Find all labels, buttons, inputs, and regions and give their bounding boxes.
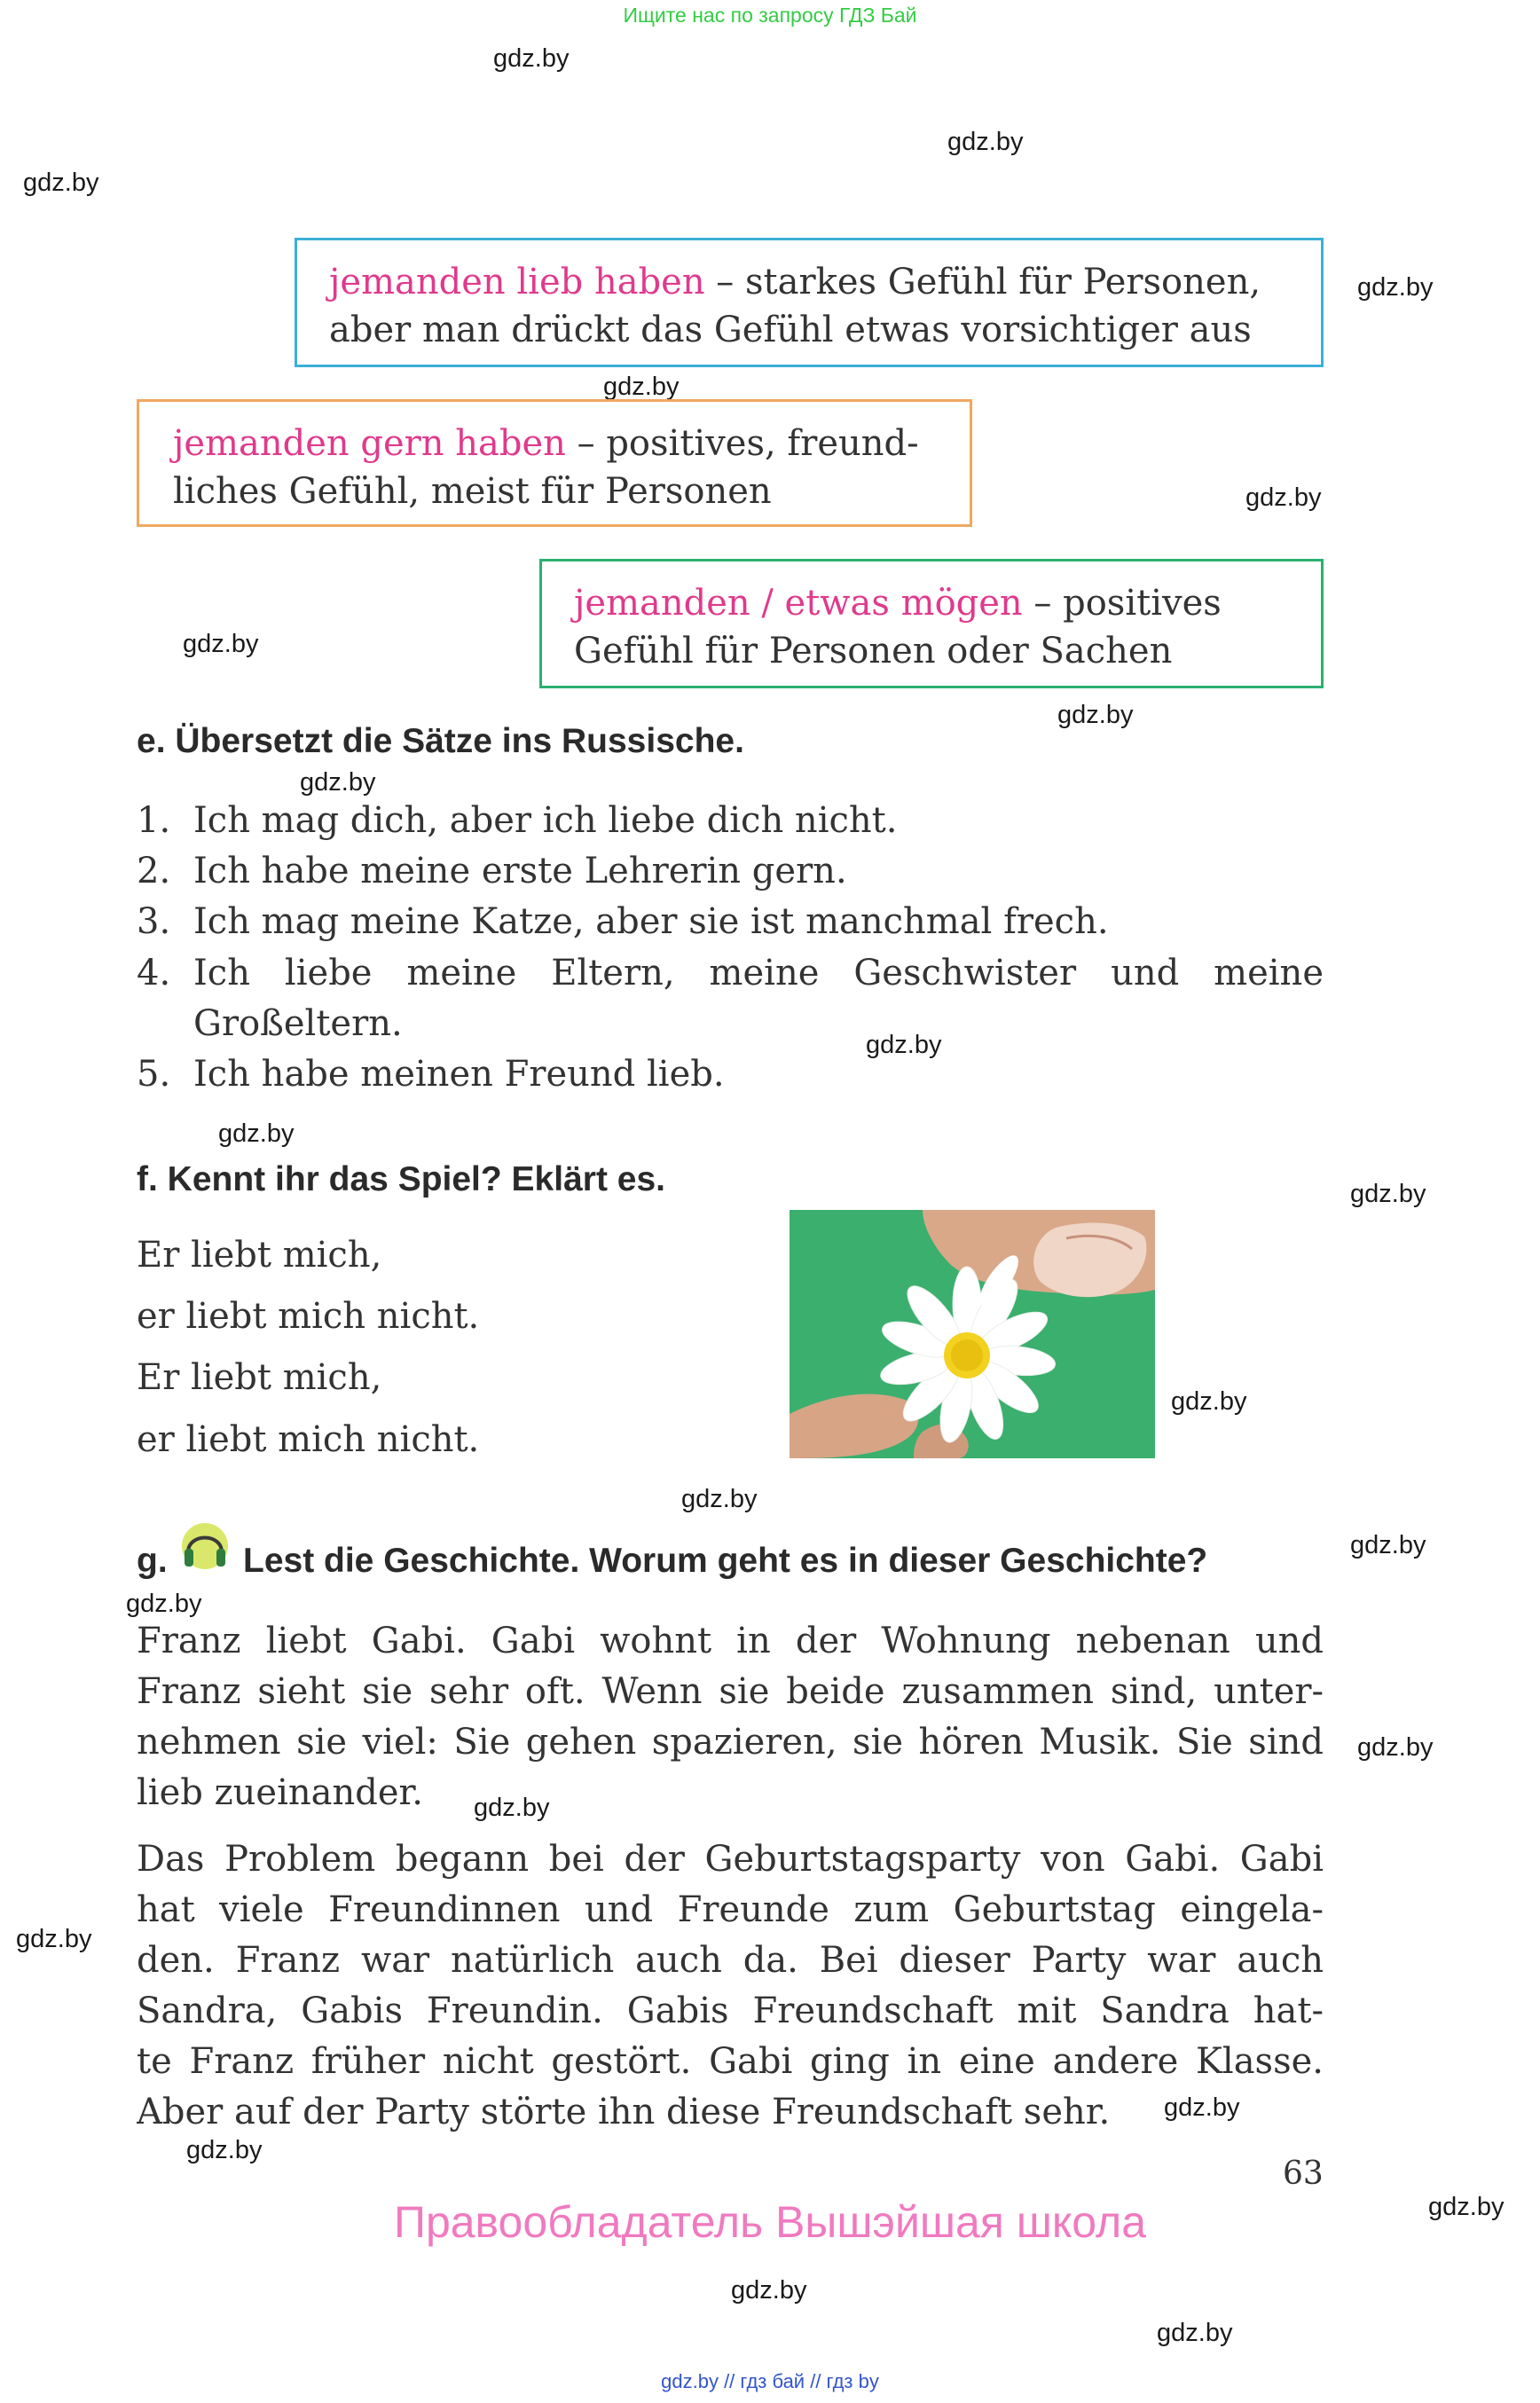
story-line: lieb zueinander. xyxy=(137,1772,423,1813)
watermark: gdz.by xyxy=(603,373,680,401)
watermark: gdz.by xyxy=(16,1925,92,1953)
list-item-number: 2. xyxy=(137,851,171,891)
story-line: nehmen sie viel: Sie gehen spazieren, sie hören Musik. Sie sind xyxy=(137,1722,1324,1763)
definition-text: aber man drückt das Gefühl etwas vorsichtiger aus xyxy=(329,310,1252,350)
watermark: gdz.by xyxy=(1171,1387,1247,1416)
list-item-number: 3. xyxy=(137,901,171,942)
story-line: Das Problem begann bei der Geburtstagsparty von Gabi. Gabi xyxy=(137,1839,1324,1880)
watermark: gdz.by xyxy=(681,1485,758,1513)
watermark: gdz.by xyxy=(731,2276,807,2305)
task-f-title: f. Kennt ihr das Spiel? Eklärt es. xyxy=(137,1160,665,1198)
definition-box-moegen xyxy=(539,559,1324,688)
watermark: gdz.by xyxy=(1350,1531,1426,1559)
list-item: Ich habe meinen Freund lieb. xyxy=(193,1054,725,1095)
page-number: 63 xyxy=(1283,2156,1324,2192)
list-item-number: 5. xyxy=(137,1054,171,1095)
poem-line: Er liebt mich, xyxy=(137,1235,382,1276)
list-item-number: 4. xyxy=(137,953,171,993)
definition-term: jemanden lieb haben xyxy=(329,262,705,302)
story-line: Sandra, Gabis Freundin. Gabis Freundschaft mit Sandra hat- xyxy=(137,1991,1324,2031)
watermark: gdz.by xyxy=(866,1031,942,1059)
list-item: Ich liebe meine Eltern, meine Geschwister und meine xyxy=(193,953,1324,993)
watermark: gdz.by xyxy=(1357,273,1434,302)
search-hint: Ищите нас по запросу ГДЗ Бай xyxy=(623,4,917,27)
watermark: gdz.by xyxy=(1428,2193,1505,2221)
watermark: gdz.by xyxy=(300,768,376,797)
definition-text: – positives, freund- xyxy=(565,423,919,464)
list-item: Ich habe meine erste Lehrerin gern. xyxy=(193,851,847,891)
list-item-continuation: Großeltern. xyxy=(193,1003,403,1044)
definition-term: jemanden / etwas mögen xyxy=(574,583,1023,624)
story-line: Franz sieht sie sehr oft. Wenn sie beide zusammen sind, unter- xyxy=(137,1671,1324,1712)
task-e-title: e. Übersetzt die Sätze ins Russische. xyxy=(137,722,744,760)
definition-text: – starkes Gefühl für Personen, xyxy=(704,262,1261,302)
watermark: gdz.by xyxy=(186,2136,263,2164)
watermark: gdz.by xyxy=(23,169,99,197)
watermark: gdz.by xyxy=(474,1794,550,1822)
poem-line: er liebt mich nicht. xyxy=(137,1419,480,1460)
daisy-illustration xyxy=(790,1210,1155,1458)
headphones-icon xyxy=(181,1522,229,1574)
watermark: gdz.by xyxy=(183,630,259,658)
copyright-owner: Правообладатель Вышэйшая школа xyxy=(394,2197,1146,2247)
story-line: den. Franz war natürlich auch da. Bei dieser Party war auch xyxy=(137,1940,1324,1981)
list-item-number: 1. xyxy=(137,800,171,841)
watermark: gdz.by xyxy=(1157,2319,1233,2347)
task-g-label: g. xyxy=(137,1542,168,1580)
definition-box-gern-haben xyxy=(137,399,972,527)
definition-term: jemanden gern haben xyxy=(173,423,566,464)
story-line: hat viele Freundinnen und Freunde zum Geburtstag eingela- xyxy=(137,1889,1324,1930)
poem-line: Er liebt mich, xyxy=(137,1357,382,1398)
watermark: gdz.by xyxy=(1245,483,1322,512)
poem-line: er liebt mich nicht. xyxy=(137,1296,480,1337)
story-line: Aber auf der Party störte ihn diese Freundschaft sehr. xyxy=(137,2092,1111,2132)
footer-links[interactable]: gdz.by // гдз бай // гдз by xyxy=(661,2370,879,2392)
watermark: gdz.by xyxy=(218,1119,295,1148)
story-line: te Franz früher nicht gestört. Gabi ging in eine andere Klasse. xyxy=(137,2041,1324,2082)
story-paragraph-2 xyxy=(137,1834,1324,2138)
watermark: gdz.by xyxy=(1057,701,1134,729)
watermark: gdz.by xyxy=(493,44,570,73)
task-g-title: Lest die Geschichte. Worum geht es in dieser Geschichte? xyxy=(243,1542,1208,1580)
watermark: gdz.by xyxy=(1164,2093,1240,2122)
story-paragraph-1 xyxy=(137,1616,1324,1818)
watermark: gdz.by xyxy=(1357,1733,1434,1762)
list-item: Ich mag meine Katze, aber sie ist manchmal frech. xyxy=(193,901,1109,942)
story-line: Franz liebt Gabi. Gabi wohnt in der Wohnung nebenan und xyxy=(137,1621,1324,1661)
definition-text: Gefühl für Personen oder Sachen xyxy=(574,631,1173,671)
watermark: gdz.by xyxy=(947,128,1024,156)
watermark: gdz.by xyxy=(1350,1180,1426,1208)
definition-text: liches Gefühl, meist für Personen xyxy=(173,471,772,512)
daisy-photo xyxy=(790,1210,1155,1458)
list-item: Ich mag dich, aber ich liebe dich nicht. xyxy=(193,800,898,841)
watermark: gdz.by xyxy=(126,1590,202,1618)
definition-text: – positives xyxy=(1022,583,1222,624)
definition-box-lieb-haben xyxy=(295,238,1324,367)
